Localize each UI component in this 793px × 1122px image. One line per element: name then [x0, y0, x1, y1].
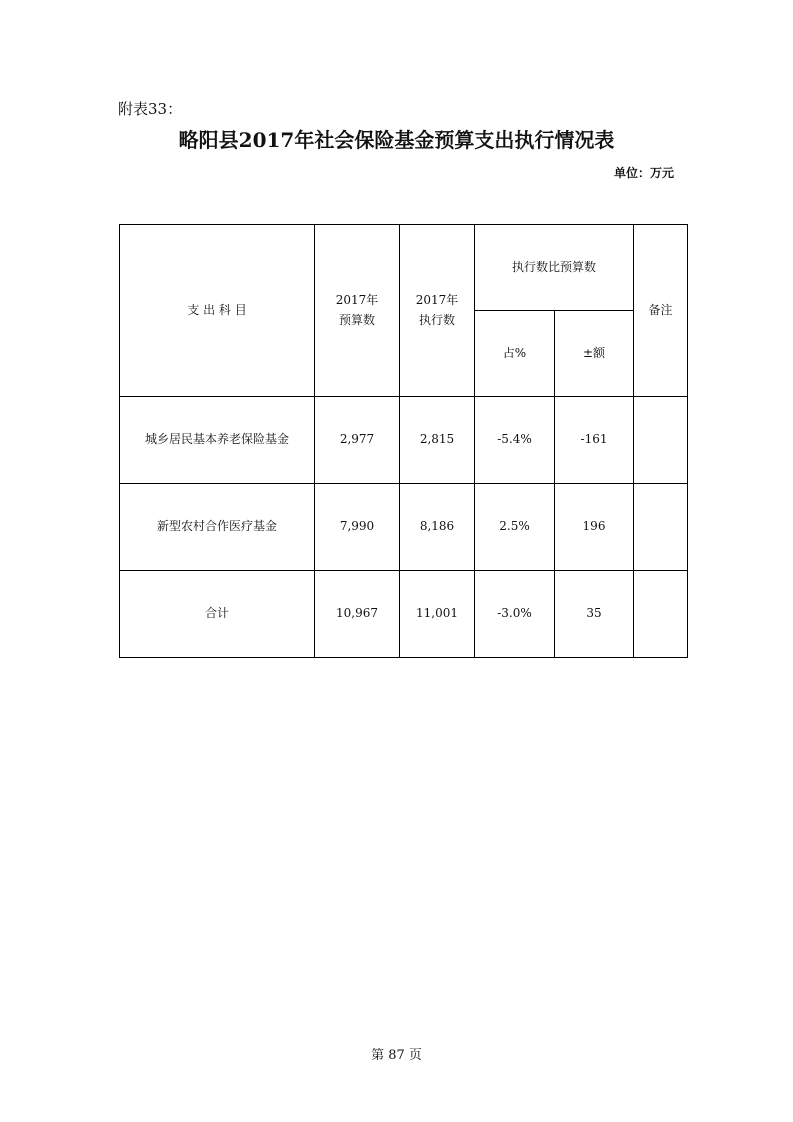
row-budget: 10,967	[315, 571, 400, 658]
table-row	[120, 484, 688, 571]
row-budget: 2,977	[315, 397, 400, 484]
table-header-row	[120, 225, 688, 311]
header-actual-label: 执行数	[418, 312, 455, 327]
row-budget: 7,990	[315, 484, 400, 571]
row-item: 合计	[120, 571, 315, 658]
row-item: 新型农村合作医疗基金	[120, 484, 315, 571]
row-diff: 196	[555, 484, 634, 571]
unit-label: 单位：万元	[613, 166, 674, 180]
row-percent: -5.4%	[475, 397, 555, 484]
table-row-total	[120, 571, 688, 658]
header-percent: 占%	[475, 311, 555, 397]
row-diff: -161	[555, 397, 634, 484]
header-actual	[400, 225, 475, 397]
row-percent: -3.0%	[475, 571, 555, 658]
row-diff: 35	[555, 571, 634, 658]
header-budget-label: 预算数	[338, 312, 375, 327]
header-compare-group: 执行数比预算数	[475, 225, 634, 311]
row-remarks	[634, 397, 688, 484]
row-percent: 2.5%	[475, 484, 555, 571]
header-diff: ±额	[555, 311, 634, 397]
header-actual-year: 2017年	[415, 293, 459, 308]
page-number: 第 87 页	[371, 1048, 422, 1063]
header-item: 支 出 科 目	[120, 225, 315, 397]
table-row	[120, 397, 688, 484]
row-actual: 11,001	[400, 571, 475, 658]
row-actual: 2,815	[400, 397, 475, 484]
row-item: 城乡居民基本养老保险基金	[120, 397, 315, 484]
row-remarks	[634, 484, 688, 571]
row-actual: 8,186	[400, 484, 475, 571]
header-remarks: 备注	[634, 225, 688, 397]
attachment-label: 附表33：	[118, 100, 183, 118]
page-title: 略阳县2017年社会保险基金预算支出执行情况表	[178, 128, 615, 152]
row-remarks	[634, 571, 688, 658]
budget-execution-table	[119, 224, 688, 658]
header-budget	[315, 225, 400, 397]
header-budget-year: 2017年	[335, 293, 379, 308]
